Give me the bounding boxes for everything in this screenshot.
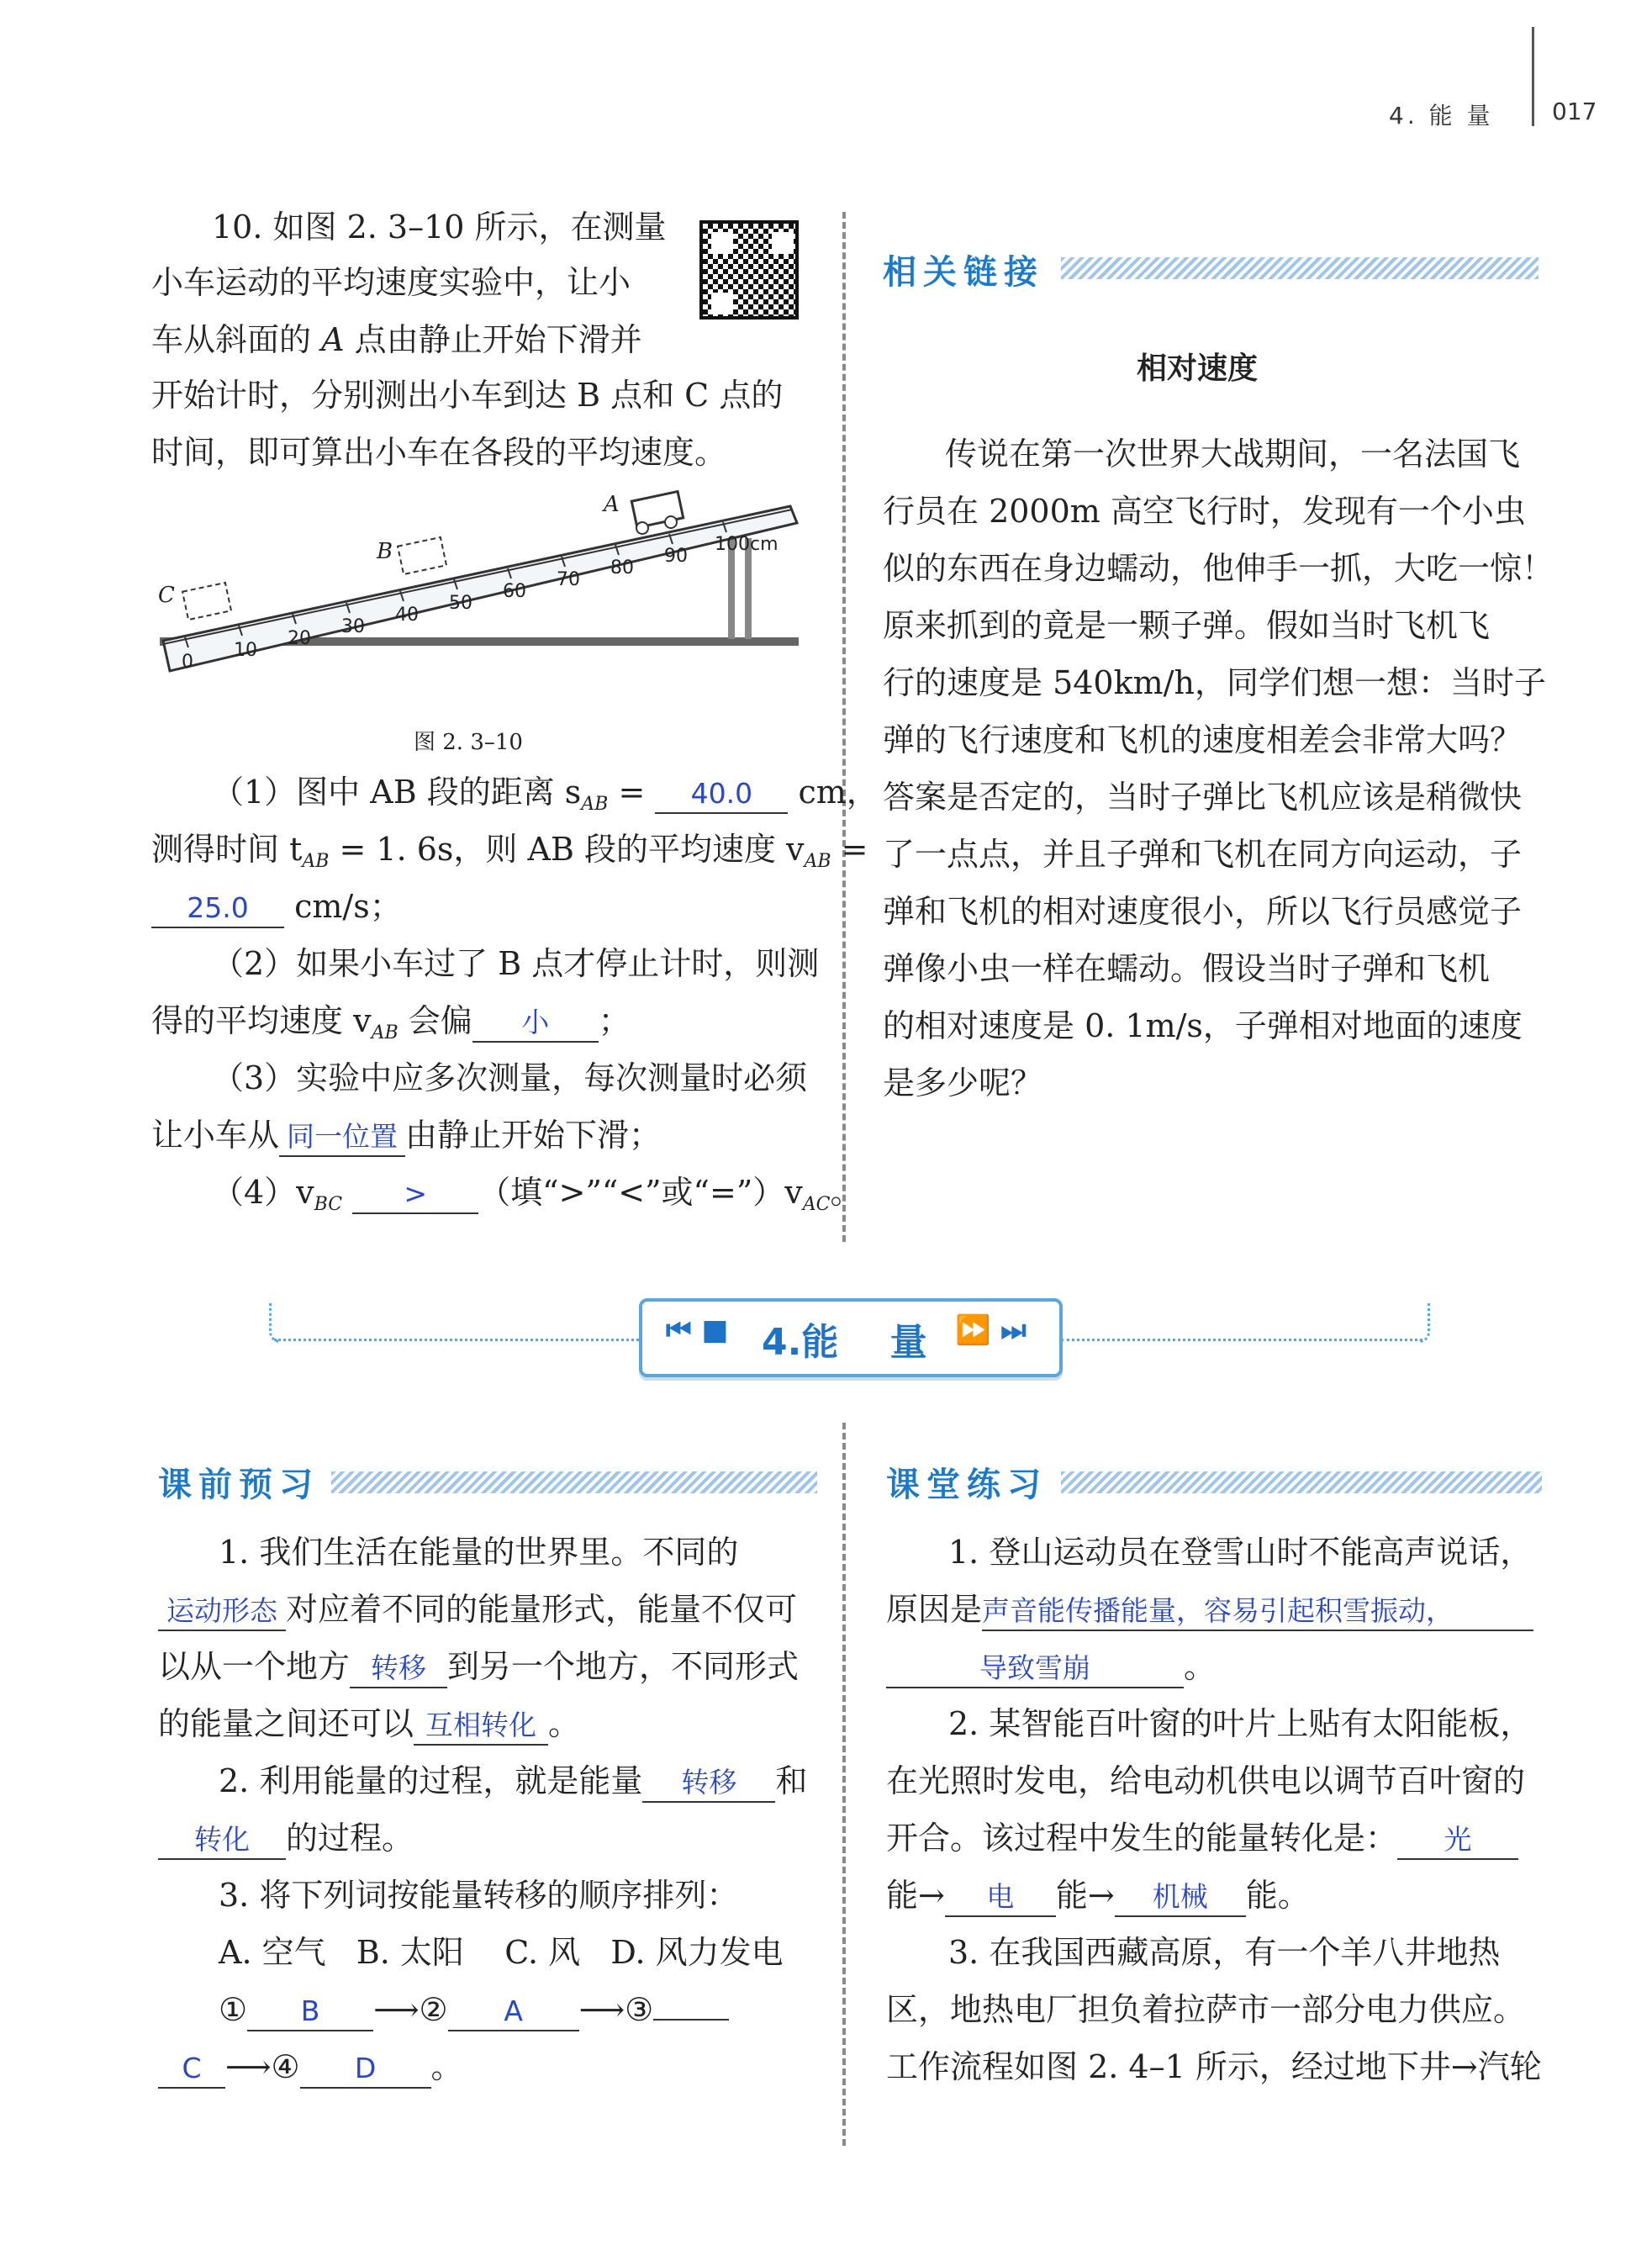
heading-hatch bbox=[1061, 1471, 1542, 1493]
page-number: 017 bbox=[1552, 98, 1597, 125]
q10-part2-line2: 得的平均速度 $v_{AB}$ 会偏 小 ； bbox=[151, 1002, 631, 1043]
q10-part4: $(4)v_{BC}$ > （填“>”“<”或“$=”)v_{AC}$。 bbox=[212, 1174, 863, 1215]
preview-q3-options: A. 空气 B. 太阳 C. 风 D. 风力发电 bbox=[219, 1934, 784, 1971]
banner-line-left bbox=[274, 1339, 639, 1341]
chapter-header: 4. 能 量 bbox=[1389, 102, 1494, 129]
practice-q1-line2: 原因是声音能传播能量，容易引起积雪振动， bbox=[886, 1581, 1533, 1638]
preview-q1-line1: 1. 我们生活在能量的世界里。不同的 bbox=[219, 1534, 739, 1571]
related-links-heading: 相关链接 bbox=[883, 253, 1044, 292]
preview-heading: 课前预习 bbox=[158, 1466, 319, 1504]
preview-q3-line3: ① B ⟶② A ⟶③ bbox=[219, 1981, 729, 2038]
article-line: 传说在第一次世界大战期间，一名法国飞 bbox=[945, 436, 1521, 473]
tick-90: 90 bbox=[664, 546, 688, 567]
preview-q2-line1: 2. 利用能量的过程，就是能量 转移 和 bbox=[219, 1752, 807, 1809]
label-c: C bbox=[158, 583, 175, 608]
preview-q1-line3: 以从一个地方 转移 到另一个地方，不同形式 bbox=[158, 1638, 799, 1695]
article-line: 了一点点，并且子弹和飞机在同方向运动，子 bbox=[883, 836, 1523, 873]
preview-q3-line4: C ⟶④ D 。 bbox=[158, 2038, 463, 2095]
heading-hatch bbox=[331, 1471, 817, 1493]
article-title: 相对速度 bbox=[1137, 351, 1259, 386]
incline-figure bbox=[151, 488, 807, 698]
practice-q3-line1: 3. 在我国西藏高原，有一个羊八井地热 bbox=[948, 1934, 1501, 1971]
preview-q2-line2: 转化 的过程。 bbox=[158, 1809, 414, 1867]
practice-q1-line3: 导致雪崩 。 bbox=[886, 1638, 1216, 1695]
tick-80: 80 bbox=[610, 557, 634, 578]
preview-q3-line1: 3. 将下列词按能量转移的顺序排列： bbox=[219, 1877, 739, 1914]
q10-part1-line1: （1）图中 AB 段的距离 $s_{AB} = 40.0$ cm， bbox=[212, 774, 879, 815]
qr-code[interactable] bbox=[699, 220, 799, 320]
next-icons[interactable]: ⏩ ⏭ bbox=[955, 1313, 1027, 1347]
figure-caption: 图 2. 3–10 bbox=[414, 730, 523, 755]
tick-70: 70 bbox=[557, 569, 580, 590]
preview-q1-line4: 的能量之间还可以 互相转化 。 bbox=[158, 1695, 580, 1752]
article-line: 原来抓到的竟是一颗子弹。假如当时飞机飞 bbox=[883, 607, 1491, 644]
section-banner bbox=[639, 1298, 1063, 1377]
practice-q1-line1: 1. 登山运动员在登雪山时不能高声说话， bbox=[948, 1534, 1533, 1571]
preview-q1-line2: 运动形态 对应着不同的能量形式，能量不仅可 bbox=[158, 1581, 797, 1638]
article-line: 的相对速度是 0. 1m/s，子弹相对地面的速度 bbox=[883, 1007, 1523, 1044]
q10-part3-line2: 让小车从 同一位置 由静止开始下滑； bbox=[151, 1107, 661, 1164]
column-divider-bottom bbox=[842, 1423, 846, 2146]
q10-line2: 小车运动的平均速度实验中，让小 bbox=[151, 264, 631, 301]
q10-line4: 开始计时，分别测出小车到达 B 点和 C 点的 bbox=[151, 377, 784, 414]
heading-hatch bbox=[1061, 257, 1539, 279]
article-line: 似的东西在身边蠕动，他伸手一抓，大吃一惊！ bbox=[883, 550, 1554, 587]
article-line: 行的速度是 540km/h，同学们想一想：当时子 bbox=[883, 664, 1546, 701]
practice-q2-line1: 2. 某智能百叶窗的叶片上贴有太阳能板， bbox=[948, 1705, 1533, 1742]
article-line: 弹的飞行速度和飞机的速度相差会非常大吗？ bbox=[883, 721, 1523, 758]
q10-line3: 车从斜面的 A 点由静止开始下滑并 bbox=[151, 321, 642, 358]
practice-heading: 课堂练习 bbox=[886, 1466, 1048, 1504]
practice-q3-line2: 区，地热电厂担负着拉萨市一部分电力供应。 bbox=[886, 1991, 1526, 2028]
q10-part1-line2: 测得时间 $t_{AB} = 1$. 6s，则 AB 段的平均速度 $v_{AB}$ = bbox=[151, 831, 868, 872]
article-line: 答案是否定的，当时子弹比飞机应该是稍微快 bbox=[883, 779, 1523, 816]
tick-0: 0 bbox=[182, 652, 193, 673]
column-divider-top bbox=[842, 212, 846, 1242]
tick-60: 60 bbox=[503, 581, 526, 602]
label-a: A bbox=[604, 492, 620, 517]
tick-20: 20 bbox=[288, 628, 311, 649]
practice-q2-line4: 能→ 电 能→ 机械 能。 bbox=[886, 1867, 1310, 1924]
q10-line1: 10. 如图 2. 3–10 所示，在测量 bbox=[212, 209, 667, 246]
article-line: 弹像小虫一样在蠕动。假设当时子弹和飞机 bbox=[883, 950, 1491, 987]
practice-q2-line3: 开合。该过程中发生的能量转化是： 光 bbox=[886, 1809, 1518, 1867]
header-divider bbox=[1532, 27, 1534, 126]
article-line: 是多少呢？ bbox=[883, 1064, 1043, 1101]
q10-part3-line1: （3）实验中应多次测量，每次测量时必须 bbox=[212, 1059, 808, 1096]
q10-part1-line3: 25.0 cm/s； bbox=[151, 878, 402, 935]
tick-10: 10 bbox=[234, 640, 257, 661]
article-line: 弹和飞机的相对速度很小，所以飞行员感觉子 bbox=[883, 893, 1523, 930]
label-b: B bbox=[377, 539, 393, 564]
practice-q3-line3: 工作流程如图 2. 4–1 所示，经过地下井→汽轮 bbox=[886, 2048, 1542, 2085]
article-line: 行员在 2000m 高空飞行时，发现有一个小虫 bbox=[883, 493, 1526, 530]
q10-part2-line1: （2）如果小车过了 B 点才停止计时，则测 bbox=[212, 945, 820, 982]
tick-40: 40 bbox=[395, 605, 419, 626]
tick-100: 100cm bbox=[715, 534, 778, 555]
prev-icons[interactable]: ⏮ ■ bbox=[666, 1313, 729, 1347]
tick-30: 30 bbox=[341, 616, 365, 637]
section-title: 4.能 量 bbox=[762, 1321, 927, 1364]
tick-50: 50 bbox=[449, 593, 472, 614]
banner-line-right bbox=[1061, 1339, 1422, 1341]
practice-q2-line2: 在光照时发电，给电动机供电以调节百叶窗的 bbox=[886, 1762, 1526, 1799]
q10-line5: 时间，即可算出小车在各段的平均速度。 bbox=[151, 434, 727, 471]
